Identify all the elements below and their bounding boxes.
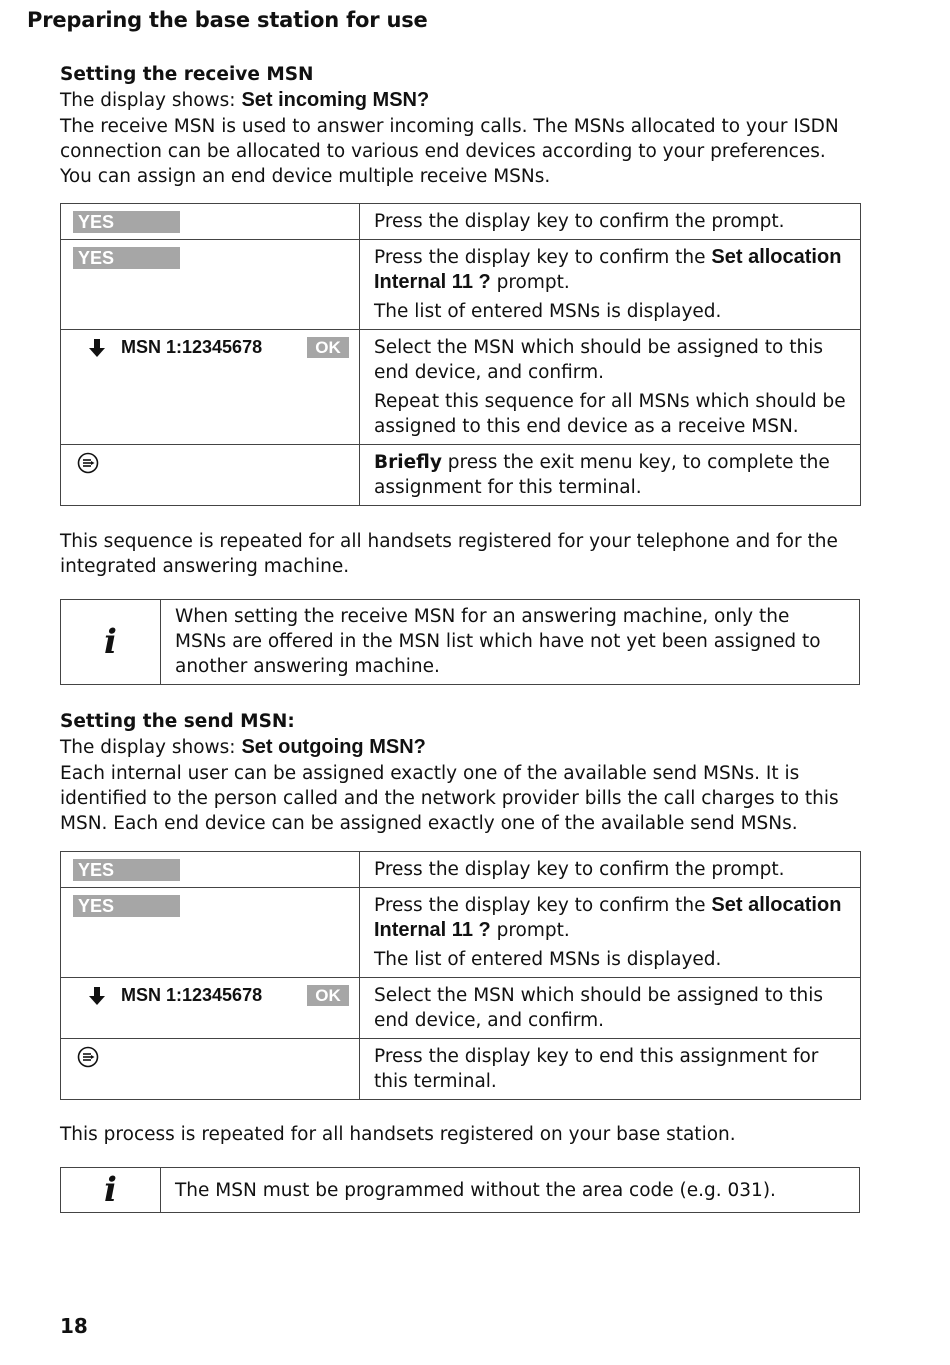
- info-icon: i: [61, 600, 161, 684]
- receive-after-text: This sequence is repeated for all handsets registered for your telephone and for the integrated answering machine.: [60, 531, 838, 577]
- send-note: [60, 1167, 860, 1213]
- page-title: Preparing the base station for use: [27, 8, 428, 32]
- table-row: [61, 888, 861, 978]
- receive-section: [60, 62, 860, 189]
- step-description: Press the display key to confirm the prompt.: [374, 859, 785, 880]
- send-display-line: The display shows: Set outgoing MSN?: [60, 736, 426, 758]
- ok-display-key[interactable]: OK: [307, 337, 349, 358]
- receive-after-block: [60, 529, 860, 579]
- step-description: Press the display key to confirm the Set allocation Internal 11 ? prompt.: [374, 894, 842, 941]
- receive-display-line: The display shows: Set incoming MSN?: [60, 89, 430, 111]
- send-display-text: Set outgoing MSN?: [241, 736, 426, 758]
- table-row: [61, 240, 861, 330]
- note-text: The MSN must be programmed without the area code (e.g. 031).: [175, 1179, 776, 1201]
- down-arrow-icon[interactable]: [87, 338, 107, 358]
- step-description: Press the display key to confirm the Set allocation Internal 11 ? prompt.: [374, 246, 842, 293]
- yes-display-key[interactable]: YES: [73, 247, 180, 269]
- page-number: 18: [60, 1314, 88, 1338]
- send-heading: Setting the send MSN:: [60, 711, 295, 732]
- step-description: The list of entered MSNs is displayed.: [374, 301, 722, 322]
- step-description: Press the display key to end this assignment for this terminal.: [374, 1046, 819, 1092]
- table-row: [61, 852, 861, 888]
- table-row: [61, 204, 861, 240]
- step-description: Briefly press the exit menu key, to complete the assignment for this terminal.: [374, 452, 830, 498]
- msn-value: MSN 1:12345678: [121, 337, 263, 357]
- table-row: [61, 978, 861, 1039]
- send-section: [60, 709, 860, 836]
- send-after-block: [60, 1122, 860, 1147]
- step-description: Repeat this sequence for all MSNs which should be assigned to this end device as a receive MSN.: [374, 391, 846, 437]
- receive-display-text: Set incoming MSN?: [241, 89, 430, 111]
- receive-note: [60, 599, 860, 685]
- receive-steps-table: [60, 203, 861, 506]
- receive-heading: Setting the receive MSN: [60, 64, 314, 85]
- step-description: Press the display key to confirm the prompt.: [374, 211, 785, 232]
- note-text: When setting the receive MSN for an answering machine, only the MSNs are offered in the MSN list which have not yet been assigned to another answering machine.: [175, 606, 821, 677]
- send-intro: Each internal user can be assigned exactly one of the available send MSNs. It is identified to the person called and the network provider bills the call charges to this MSN. Each end device can be assigned exactly one of the available send MSNs.: [60, 763, 839, 834]
- yes-display-key[interactable]: YES: [73, 211, 180, 233]
- receive-intro: The receive MSN is used to answer incoming calls. The MSNs allocated to your ISDN connection can be allocated to various end devices according to your preferences. You can assign an end device multiple receive MSNs.: [60, 116, 839, 187]
- step-description: Select the MSN which should be assigned to this end device, and confirm.: [374, 337, 824, 383]
- table-row: [61, 330, 861, 445]
- ok-display-key[interactable]: OK: [307, 985, 349, 1006]
- step-description: Select the MSN which should be assigned to this end device, and confirm.: [374, 985, 824, 1031]
- exit-menu-icon[interactable]: [77, 1046, 99, 1068]
- table-row: [61, 1039, 861, 1100]
- send-steps-table: [60, 851, 861, 1100]
- msn-value: MSN 1:12345678: [121, 985, 263, 1005]
- table-row: [61, 445, 861, 506]
- exit-menu-icon[interactable]: [77, 452, 99, 474]
- step-description: The list of entered MSNs is displayed.: [374, 949, 722, 970]
- yes-display-key[interactable]: YES: [73, 859, 180, 881]
- info-icon: i: [61, 1168, 161, 1212]
- send-after-text: This process is repeated for all handsets registered on your base station.: [60, 1124, 736, 1145]
- yes-display-key[interactable]: YES: [73, 895, 180, 917]
- down-arrow-icon[interactable]: [87, 986, 107, 1006]
